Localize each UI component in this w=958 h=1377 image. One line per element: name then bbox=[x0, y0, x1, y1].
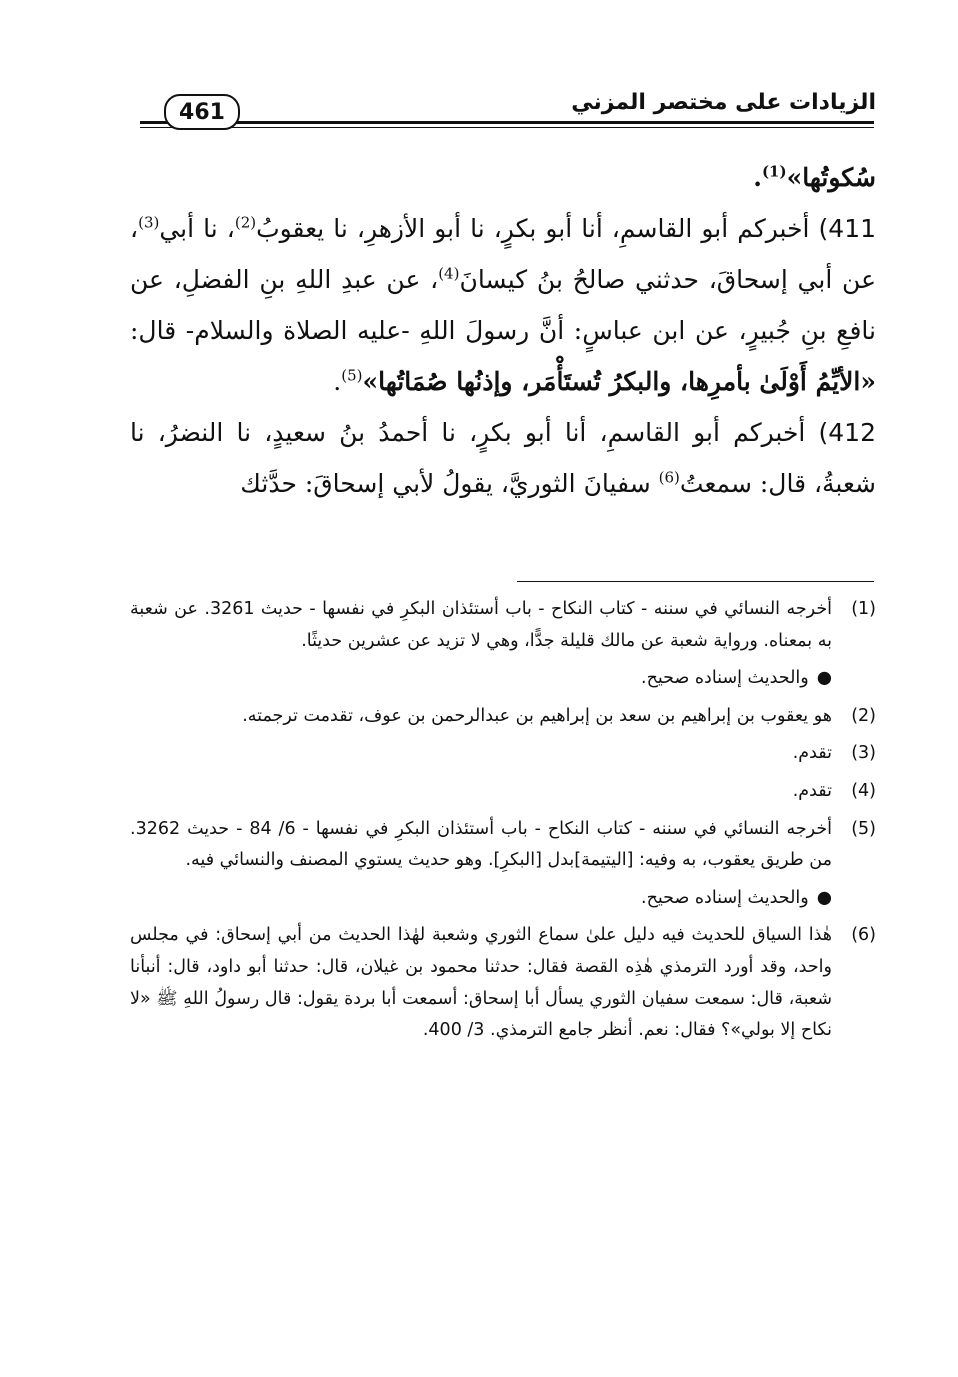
hadith-411: 411) أخبركم أبو القاسمِ، أنا أبو بكرٍ، نا أبو الأزهرِ، نا يعقوبُ$^{(2)}$، نا أبي$^{(3)}$، عن أبي إسحاقَ، حدثني صالحُ بنُ كيسانَ$^{(4)}$، عن عبدِ اللهِ بنِ الفضلِ، عن نافعِ بنِ جُبيرٍ، عن ابن عباسٍ: أنَّ رسولَ اللهِ -عليه الصلاة والسلام- قال: «الأيِّمُ أَوْلَىٰ بأمرِها، والبكرُ تُستَأْمَر، وإذنُها صُمَاتُها»$^{(5)}$. bbox=[130, 213, 877, 396]
footnote-ref-3: (3) bbox=[138, 213, 160, 232]
footnote-ref-2: (2) bbox=[234, 213, 257, 232]
footnote-2: (2) هو يعقوب بن إبراهيم بن سعد بن إبراهيم بن عبدالرحمن بن عوف، تقدمت ترجمته. bbox=[242, 705, 876, 726]
footnote-1-grading: ●والحديث إسناده صحيح. bbox=[130, 663, 876, 695]
footnotes bbox=[130, 594, 876, 1053]
footnote-ref-6: (6) bbox=[658, 468, 680, 487]
running-title: الزيادات على مختصر المزني bbox=[571, 90, 876, 115]
footnote-ref-4: (4) bbox=[438, 264, 460, 283]
footnote-1: (1) أخرجه النسائي في سننه - كتاب النكاح - باب أستئذان البكرِ في نفسها - حديث 3261. عن شعبة به بمعناه. ورواية شعبة عن مالك قليلة جدًّا، وهي لا تزيد عن عشرين حديثًا. bbox=[130, 599, 876, 651]
footnote-ref-1: (1) bbox=[761, 162, 787, 181]
footnote-ref-5: (5) bbox=[341, 366, 363, 385]
page-number bbox=[164, 94, 240, 130]
header-rule-thin bbox=[140, 127, 874, 128]
footnote-5-grading: ●والحديث إسناده صحيح. bbox=[130, 883, 876, 915]
footnote-4: (4) تقدم. bbox=[792, 780, 876, 801]
hadith-412: 412) أخبركم أبو القاسمِ، أنا أبو بكرٍ، نا أحمدُ بنُ سعيدٍ، نا النضرُ، نا شعبةُ، قال: سمعتُ$^{(6)}$ سفيانَ الثوريَّ، يقولُ لأبي إسحاقَ: حدَّثك bbox=[130, 418, 876, 498]
hadith-number-412: 412) bbox=[818, 418, 876, 447]
header-rule bbox=[140, 121, 874, 124]
footnote-6: (6) هٰذا السياق للحديث فيه دليل علىٰ سماع الثوري وشعبة لهٰذا الحديث من أبي إسحاق: في مجلس واحد، وقد أورد الترمذي هٰذِه القصة فقال: حدثنا محمود بن غيلان، قال: حدثنا أبو داود، قال: أنبأنا شعبة، قال: سمعت سفيان الثوري يسأل أبا إسحاق: أسمعت أبا بردة يقول: قال رسولُ اللهِ ﷺ «لا نكاح إلا بولي»؟ فقال: نعم. أنظر جامع الترمذي. 3/ 400. bbox=[130, 925, 876, 1041]
footnote-divider bbox=[517, 581, 874, 582]
hadith-quote: «الأيِّمُ أَوْلَىٰ بأمرِها، والبكرُ تُستَأْمَر، وإذنُها صُمَاتُها» bbox=[362, 367, 876, 396]
main-text bbox=[130, 152, 876, 509]
continuation-line: سُكوتُها»$^{(1)}$. bbox=[753, 162, 876, 192]
hadith-number-411: 411) bbox=[818, 214, 877, 243]
bullet-icon: ● bbox=[816, 887, 832, 908]
page-number-text: 461 bbox=[179, 99, 225, 125]
bullet-icon: ● bbox=[816, 668, 832, 689]
footnote-3: (3) تقدم. bbox=[792, 743, 876, 764]
footnote-5: (5) أخرجه النسائي في سننه - كتاب النكاح - باب أستئذان البكرِ في نفسها - 6/ 84 - حديث 3262. من طريق يعقوب، به وفيه: [اليتيمة]بدل [البكرِ]. وهو حديث يستوي المصنف والنسائي فيه. bbox=[130, 818, 876, 871]
